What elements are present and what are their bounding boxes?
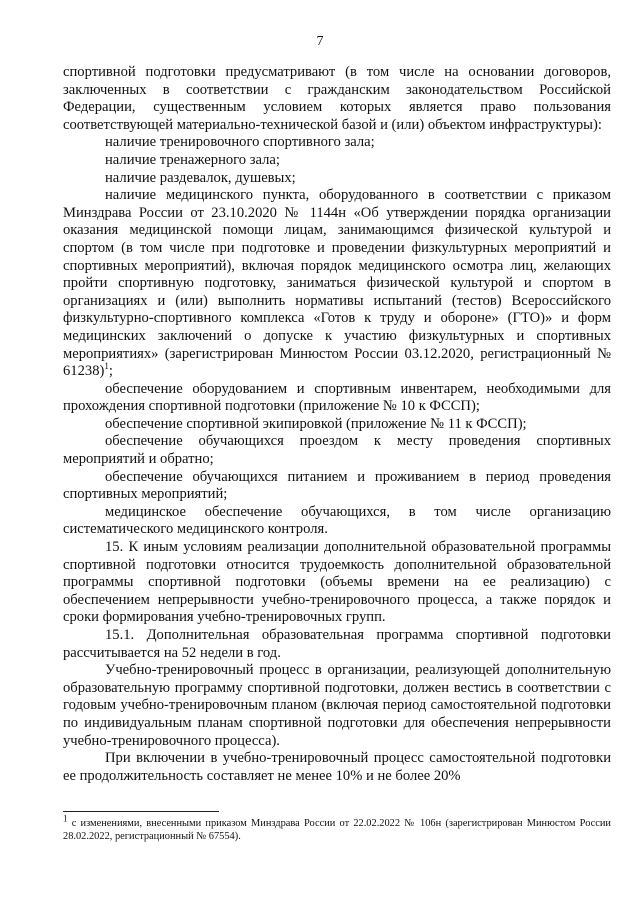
footnote-separator: [63, 811, 219, 812]
paragraph: При включении в учебно-тренировочный процесс самостоятельной подготовки ее продолжительность составляет не менее 10% и не более 20%: [63, 750, 611, 784]
paragraph: обеспечение обучающихся питанием и проживанием в период проведения спортивных мероприятий;: [63, 468, 611, 503]
page-number: 7: [316, 34, 324, 49]
paragraph: обеспечение оборудованием и спортивным инвентарем, необходимыми для прохождения спортивной подготовки (приложение № 10 к ФССП);: [63, 380, 611, 415]
list-item: наличие раздевалок, душевых;: [105, 169, 296, 186]
paragraph: медицинское обеспечение обучающихся, в том числе организацию систематического медицинского контроля.: [63, 503, 611, 538]
paragraph: наличие медицинского пункта, оборудованного в соответствии с приказом Минздрава России от 23.10.2020 № 1144н «Об утверждении порядка организации оказания медицинской помощи лицам, занимающимся физической культурой и спортом (в том числе при подготовке и проведении физкультурных мероприятий и спортивных мероприятий), включая порядок медицинского осмотра лиц, желающих пройти спортивную подготовку, заниматься физической культурой и спортом в организациях и (или) выполнить нормативы испытаний (тестов) Всероссийского физкультурно-спортивного комплекса «Готов к труду и обороне» (ГТО)» и форм медицинских заключений о допуске к участию физкультурных и спортивных мероприятиях» (зарегистрирован Минюстом России 03.12.2020, регистрационный № 61238)$^1$;: [63, 187, 611, 380]
document-body: [63, 64, 611, 785]
footnote: [63, 813, 611, 843]
section-paragraph: 15. К иным условиям реализации дополнительной образовательной программы спортивной подготовки относится трудоемкость дополнительной образовательной программы спортивной подготовки (объемы времени на ее реализацию) с обеспечением непрерывности учебно-тренировочного процесса, а также порядок и сроки формирования учебно-тренировочных групп.: [63, 539, 611, 626]
paragraph: Учебно-тренировочный процесс в организации, реализующей дополнительную образовательную программу спортивной подготовки, должен вестись в соответствии с годовым учебно-тренировочным планом (включая период самостоятельной подготовки по индивидуальным планам спортивной подготовки для обеспечения непрерывности учебно-тренировочного процесса).: [63, 662, 611, 749]
footnote-marker: 1: [63, 813, 68, 824]
list-item: наличие тренировочного спортивного зала;: [105, 134, 375, 151]
paragraph: спортивной подготовки предусматривают (в том числе на основании договоров, заключенных в соответствии с гражданским законодательством Российской Федерации, существенным условием которых является право пользования соответствующей материально-технической базой и (или) объектом инфраструктуры):: [63, 64, 611, 133]
footnote-text: с изменениями, внесенными приказом Минздрава России от 22.02.2022 № 106н (зарегистрирован Минюстом России 28.02.2022, регистрационный № 67554).: [63, 818, 611, 842]
paragraph: обеспечение обучающихся проездом к месту проведения спортивных мероприятий и обратно;: [63, 433, 611, 468]
list-item: наличие тренажерного зала;: [105, 151, 280, 168]
section-paragraph: 15.1. Дополнительная образовательная программа спортивной подготовки рассчитывается на 52 недели в год.: [63, 627, 611, 661]
paragraph: обеспечение спортивной экипировкой (приложение № 11 к ФССП);: [105, 415, 527, 432]
footnote-reference: 1: [104, 361, 109, 372]
